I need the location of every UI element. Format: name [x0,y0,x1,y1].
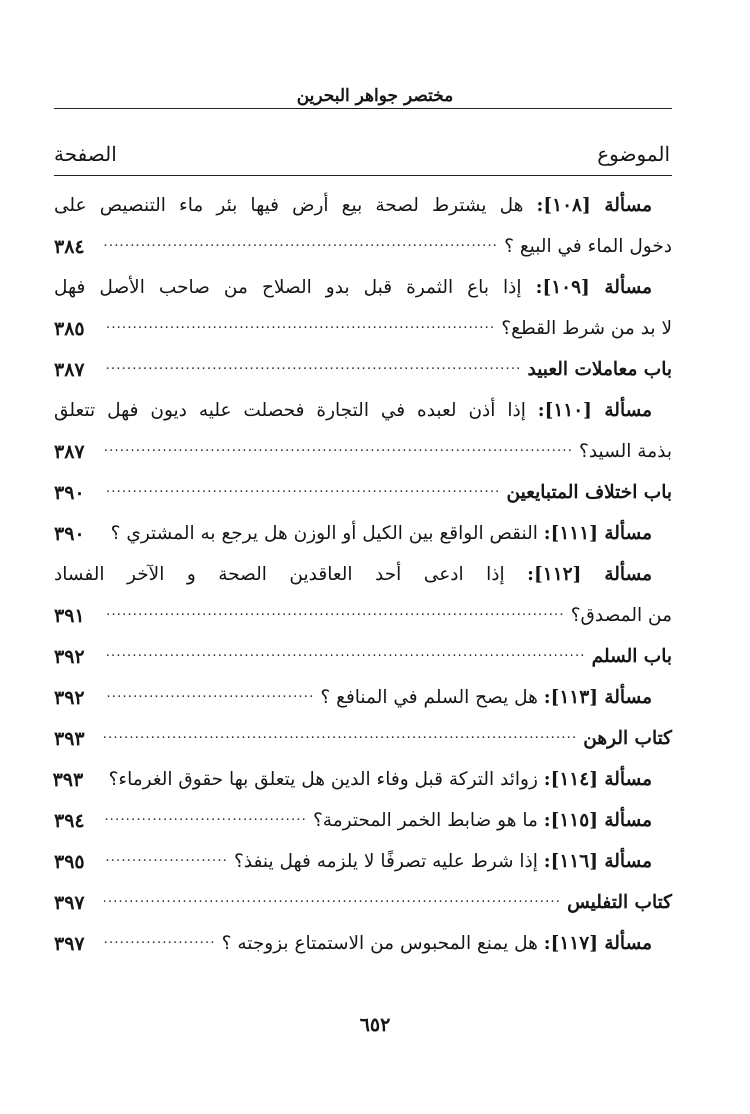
page-column-heading: الصفحة [54,142,117,166]
dot-leader [104,893,561,913]
toc-entry-line [54,267,672,308]
toc-chapter-line [54,882,672,923]
dot-leader [104,442,573,462]
toc-entry-line [54,677,672,718]
dot-leader [104,606,565,626]
page-number: ٣٩٠ [54,522,85,545]
page-number: ٣٨٥ [54,317,85,340]
page-number: ٣٩٧ [54,891,85,914]
page-number: ٣٩١ [54,604,85,627]
issue-label: مسألة [١١٥]: [543,810,652,831]
header-rule [54,108,672,109]
toc-chapter-line [54,472,672,513]
running-header-title: مختصر جواهر البحرين [296,86,454,106]
dot-leader [104,852,228,872]
toc-chapter-line [54,718,672,759]
dot-leader [104,934,216,954]
issue-label: مسألة [١١٠]: [537,400,652,421]
toc-entry-line [54,841,672,882]
topic-column-heading: الموضوع [597,142,670,166]
issue-label: مسألة [١١٦]: [543,851,652,872]
toc-entry-text: بذمة السيد؟ [579,441,672,462]
toc-entry-text: مسألة [١١٠]: إذا أذن لعبده في التجارة فحصلت عليه ديون فهل تتعلق [54,400,652,421]
toc-entry-line [54,800,672,841]
dot-leader [104,360,522,380]
dot-leader [104,811,307,831]
dot-leader [104,319,495,339]
issue-label: مسألة [١١٣]: [543,687,652,708]
page-number: ٣٩٠ [54,481,85,504]
column-heading-rule [54,175,672,176]
page-number: ٣٩٣ [52,768,84,791]
issue-label: مسألة [١١٧]: [543,933,652,954]
issue-label: مسألة [١٠٩]: [535,277,652,298]
chapter-title: كتاب التفليس [567,892,672,913]
issue-label: مسألة [١١٢]: [527,564,652,585]
chapter-title: باب السلم [591,646,672,667]
table-of-contents [54,185,672,964]
toc-entry-line [54,226,672,267]
toc-entry-line [54,554,672,595]
dot-leader [104,524,105,544]
toc-entry-text: مسألة [١١٥]: ما هو ضابط الخمر المحترمة؟ [312,810,652,831]
page-number: ٣٨٧ [54,440,85,463]
page-number: ٣٩٢ [54,686,85,709]
toc-entry-text: مسألة [١١١]: النقص الواقع بين الكيل أو الوزن هل يرجع به المشتري ؟ [110,523,652,544]
issue-label: مسألة [١١١]: [543,523,652,544]
dot-leader [104,729,577,749]
toc-chapter-line [54,636,672,677]
dot-leader [104,688,314,708]
toc-entry-line [54,923,672,964]
toc-entry-text: مسألة [١١٧]: هل يمنع المحبوس من الاستمتاع بزوجته ؟ [221,933,652,954]
toc-entry-line [54,595,672,636]
toc-entry-text: من المصدق؟ [570,605,672,626]
issue-label: مسألة [١١٤]: [543,769,652,790]
page-number: ٣٨٤ [54,235,85,258]
footer-page-number: ٦٥٢ [359,1014,391,1036]
toc-entry-line [54,513,672,554]
toc-entry-text: دخول الماء في البيع ؟ [504,236,672,257]
issue-label: مسألة [١٠٨]: [536,195,652,216]
toc-entry-text: مسألة [١٠٨]: هل يشترط لصحة بيع أرض فيها بئر ماء التنصيص على [54,195,652,216]
toc-entry-text: لا بد من شرط القطع؟ [501,318,672,339]
chapter-title: باب معاملات العبيد [527,359,672,380]
toc-entry-text: مسألة [١١٦]: إذا شرط عليه تصرفًا لا يلزمه فهل ينفذ؟ [233,851,652,872]
dot-leader [104,647,586,667]
page-number: ٣٩٣ [54,727,85,750]
chapter-title: كتاب الرهن [583,728,672,749]
page-number: ٣٩٧ [54,932,85,955]
page-number: ٣٩٥ [54,850,85,873]
dot-leader [104,483,501,503]
chapter-title: باب اختلاف المتبايعين [506,482,672,503]
page-number: ٣٩٤ [54,809,85,832]
toc-entry-text: مسألة [١١٢]: إذا ادعى أحد العاقدين الصحة و الآخر الفساد [54,564,652,585]
toc-chapter-line [54,349,672,390]
toc-entry-line [54,390,672,431]
dot-leader [104,237,498,257]
toc-entry-line [54,759,672,800]
toc-entry-text: مسألة [١١٤]: زوائد التركة قبل وفاء الدين هل يتعلق بها حقوق الغرماء؟ [108,769,652,790]
toc-entry-line [54,185,672,226]
toc-entry-text: مسألة [١١٣]: هل يصح السلم في المنافع ؟ [320,687,652,708]
page-number: ٣٩٢ [54,645,85,668]
toc-entry-line [54,308,672,349]
toc-entry-text: مسألة [١٠٩]: إذا باع الثمرة قبل بدو الصلاح من صاحب الأصل فهل [54,277,652,298]
toc-entry-line [54,431,672,472]
page-number: ٣٨٧ [54,358,85,381]
